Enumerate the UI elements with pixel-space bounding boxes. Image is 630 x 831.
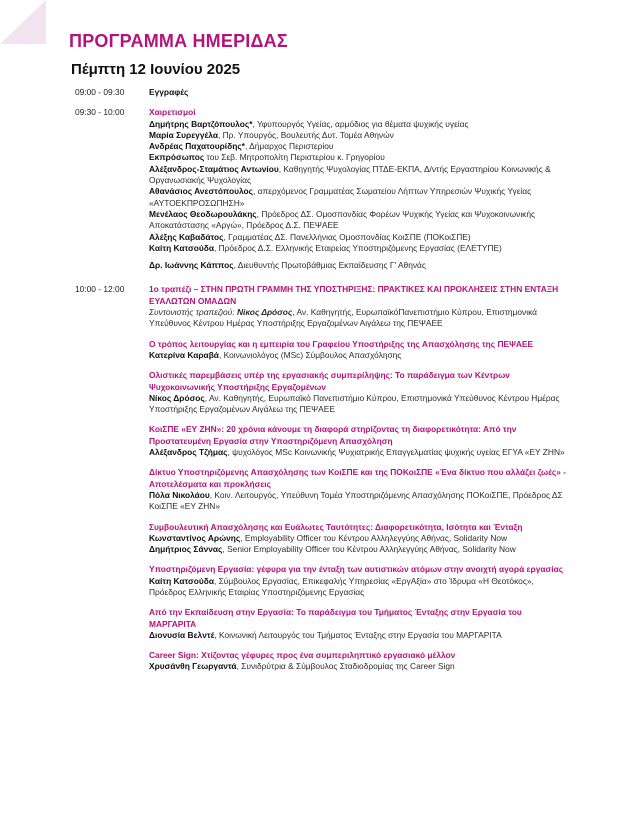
speaker-name: Μενέλαος Θεοδωρουλάκης <box>149 208 257 219</box>
session-content <box>149 284 570 672</box>
schedule-row-greetings <box>75 107 570 271</box>
talk-speaker <box>149 533 570 544</box>
coordinator-role: , Αν. Καθηγητής, ΕυρωπαϊκόΠανεπιστήμιο Κύπρου, Επιστημονικά Υπεύθυνος Κέντρου Ημέρας Υποστήριξης Εργαζομένων Αιγάλεω της ΠΕΨΑΕΕ <box>149 307 538 329</box>
greeting-entry <box>149 186 570 209</box>
talk-title: Από την Εκπαίδευση στην Εργασία: Το παράδειγμα του Τμήματος Ένταξης στην Εργασία του ΜΑΡΓΑΡΙΤΑ <box>149 607 522 629</box>
talk <box>149 424 570 458</box>
speaker-role: , Senior Employability Officer του Κέντρου Αλληλεγγύης Αθήνας, Solidarity Now <box>222 544 516 555</box>
speaker-role: , Καθηγητής Ψυχολογίας ΠΤΔΕ-ΕΚΠΑ, Δ/ντής Εργαστηρίου Κοινωνικής & Οργανωσιακής Ψυχολογίας <box>149 163 551 186</box>
speaker-role: του Σεβ. Μητροπολίτη Περιστερίου κ. Γρηγορίου <box>204 152 385 163</box>
session-content <box>149 107 570 271</box>
talk-title: Ο τρόπος λειτουργίας και η εμπειρία του Γραφείου Υποστήριξης της Απασχόλησης της ΠΕΨΑΕΕ <box>149 338 534 349</box>
talk-speaker <box>149 350 570 361</box>
session-label: Εγγραφές <box>149 87 189 97</box>
talk <box>149 650 570 673</box>
talk <box>149 564 570 598</box>
session-title: Χαιρετισμοί <box>149 107 196 118</box>
greeting-entry <box>149 152 570 163</box>
speaker-name: Αλέξανδρος-Σταμάτιος Αντωνίου <box>149 163 279 174</box>
talk-speaker <box>149 576 570 599</box>
talk <box>149 467 570 512</box>
speaker-role: , Γραμματέας ΔΣ. Πανελλήνιας Ομοσπονδίας ΚοιΣΠΕ (ΠΟΚοιΣΠΕ) <box>223 231 471 242</box>
speaker-name: Ανδρέας Παχατουρίδης* <box>149 141 245 152</box>
time-slot: 09:30 - 10:00 <box>75 107 125 118</box>
schedule-row-panel <box>75 284 570 672</box>
speaker-role: , Σύμβουλος Εργασίας, Επικεφαλής Υπηρεσίας «ΕργΑξία» στο Ίδρυμα «Η Θεοτόκος», Πρόεδρος Ελληνικής Εταιρίας Υποστηριζόμενης Εργασίας <box>149 575 534 597</box>
greeting-entry <box>149 141 570 152</box>
greeting-entry <box>149 119 570 130</box>
speaker-role: , Employability Officer του Κέντρου Αλληλεγγύης Αθήνας, Solidarity Now <box>240 532 508 543</box>
talk-speaker <box>149 544 570 555</box>
schedule <box>75 87 570 673</box>
talk-speaker <box>149 630 570 641</box>
panel-coordinator <box>149 307 570 330</box>
speaker-name: Δρ. Ιωάννης Κάππος <box>149 260 234 271</box>
speaker-role: , Διευθυντής Πρωτοβάθμιας Εκπαίδευσης Γ' Αθηνάς <box>233 260 426 271</box>
speaker-name: Εκπρόσωπος <box>149 152 205 163</box>
talk <box>149 370 570 415</box>
speaker-name: Καίτη Κατσούδα <box>149 242 214 253</box>
time-slot: 10:00 - 12:00 <box>75 284 125 295</box>
speaker-name: Κατερίνα Καραβά <box>149 349 219 360</box>
greeting-entry <box>149 260 570 271</box>
greetings-list <box>149 119 570 272</box>
schedule-row-registration <box>75 87 570 98</box>
program-title: ΠΡΟΓΡΑΜΜΑ ΗΜΕΡΙΔΑΣ <box>69 31 288 51</box>
coordinator-label: Συντονιστής τραπεζιού: <box>149 307 235 318</box>
speaker-role: , Κοινωνιολόγος (MSc) Σύμβουλος Απασχόλησης <box>218 349 402 360</box>
greeting-entry <box>149 130 570 141</box>
speaker-name: Αθανάσιος Ανεστόπουλος <box>149 186 253 197</box>
greeting-entry <box>149 232 570 243</box>
event-date: Πέμπτη 12 Ιουνίου 2025 <box>71 61 241 78</box>
greeting-entry <box>149 209 570 232</box>
speaker-role: , Συνιδρύτρια & Σύμβουλος Σταδιοδρομίας της Career Sign <box>236 661 455 672</box>
time-slot: 09:00 - 09:30 <box>75 87 125 97</box>
speaker-name: Χρυσάνθη Γεωργαντά <box>149 661 237 672</box>
talk-title: Υποστηριζόμενη Εργασία: γέφυρα για την ένταξη των αυτιστικών ατόμων στην ανοιχτή αγορά εργασίας <box>149 564 564 575</box>
talk-title: Career Sign: Χτίζοντας γέφυρες προς ένα συμπεριληπτικό εργασιακό μέλλον <box>149 650 456 661</box>
talk <box>149 607 570 641</box>
speaker-name: Κωνσταντίνος Αρώνης <box>149 532 241 543</box>
speaker-name: Καίτη Κατσούδα <box>149 575 214 586</box>
speaker-name: Δημήτριος Σάννας <box>149 544 223 555</box>
speaker-role: , Πρόεδρος Δ.Σ. Ελληνικής Εταιρείας Υποστηριζόμενης Εργασίας (ΕΛΕΤΥΠΕ) <box>213 242 502 253</box>
speaker-name: Δημήτρης Βαρτζόπουλος* <box>149 118 253 129</box>
talk-title: ΚοιΣΠΕ «ΕΥ ΖΗΝ»: 20 χρόνια κάνουμε τη διαφορά στηρίζοντας τη διαφορετικότητα: Από την Προστατευμένη Εργασία στην Υποστηριζόμενη Απασχόληση <box>149 424 517 446</box>
talk-title: Δίκτυο Υποστηριζόμενης Απασχόλησης των ΚοιΣΠΕ και της ΠΟΚοιΣΠΕ «Ένα δίκτυο που αλλάζει ζωές» - Αποτελέσματα και προκλήσεις <box>149 467 567 489</box>
corner-decoration-cut <box>0 0 46 44</box>
talk-title: Συμβουλευτική Απασχόλησης και Ευάλωτες Ταυτότητες: Διαφορετικότητα, Ισότητα και Ένταξη <box>149 521 523 532</box>
speaker-role: , Πρ. Υπουργός, Βουλευτής Δυτ. Τομέα Αθηνών <box>217 129 394 140</box>
speaker-role: , απερχόμενος Γραμματέας Σωματείου Λήπτων Υπηρεσιών Ψυχικής Υγείας «ΑΥΤΟΕΚΠΡΟΣΩΠΗΣΗ» <box>149 186 532 208</box>
talk <box>149 339 570 362</box>
session-content <box>149 87 570 98</box>
speaker-name: Διονυσία Βελντέ <box>149 629 215 640</box>
speaker-name: Πόλα Νικολάου <box>149 489 210 500</box>
speaker-role: , Κοιν. Λειτουργός, Υπεύθυνη Τομέα Υποστηριζόμενης Απασχόλησης ΠΟΚοιΣΠΕ, Πρόεδρος ΔΣ ΚοιΣΠΕ «ΕΥ ΖΗΝ» <box>149 489 563 512</box>
speaker-name: Αλέξης Καβαδάτος <box>149 231 224 242</box>
panel-title: 1ο τραπέζι – ΣΤΗΝ ΠΡΩΤΗ ΓΡΑΜΜΗ ΤΗΣ ΥΠΟΣΤΗΡΙΞΗΣ: ΠΡΑΚΤΙΚΕΣ ΚΑΙ ΠΡΟΚΛΗΣΕΙΣ ΣΤΗΝ ΕΝΤΑΞΗ ΕΥΑΛΩΤΩΝ ΟΜΑΔΩΝ <box>149 284 559 306</box>
speaker-role: , ψυχολόγος MSc Κοινωνικής Ψυχιατρικής Επαγγελματίας ψυχικής υγείας ΕΓΥΑ «ΕΥ ΖΗΝ» <box>227 447 565 458</box>
speaker-role: , Δήμαρχος Περιστερίου <box>244 141 334 152</box>
talk <box>149 522 570 556</box>
talk-speaker <box>149 490 570 513</box>
speaker-name: Αλέξανδρος Τζήμας <box>149 447 228 458</box>
talk-title: Ολιστικές παρεμβάσεις υπέρ της εργασιακής συμπερίληψης: Το παράδειγμα των Κέντρων Ψυχοκοινωνικής Υποστήριξης Εργαζομένων <box>149 370 510 392</box>
greeting-entry <box>149 243 570 254</box>
speaker-role: , Πρόεδρος ΔΣ. Ομοσπονδίας Φορέων Ψυχικής Υγείας και Ψυχοκοινωνικής Αποκατάστασης «Αργώ», Πρόεδρος Δ.Σ. ΠΕΨΑΕΕ <box>149 208 536 231</box>
talk-speaker <box>149 447 570 458</box>
talk-speaker <box>149 393 570 416</box>
speaker-name: Νίκος Δρόσος <box>149 392 205 403</box>
speaker-role: , Αν. Καθηγητής, Ευρωπαϊκό Πανεπιστήμιο Κύπρου, Επιστημονικά Υπεύθυνος Κέντρου Ημέρας Υποστήριξης Εργαζομένων Αιγάλεω της ΠΕΨΑΕΕ <box>149 392 560 415</box>
speaker-name: Μαρία Συρεγγέλα <box>149 129 218 140</box>
coordinator-name: Νίκος Δρόσος <box>236 307 293 318</box>
speaker-role: , Κοινωνική Λειτουργός του Τμήματος Ένταξης στην Εργασία του ΜΑΡΓΑΡΙΤΑ <box>214 629 502 640</box>
speaker-role: , Υφυπουργός Υγείας, αρμόδιος για θέματα ψυχικής υγείας <box>252 118 469 129</box>
greeting-entry <box>149 164 570 187</box>
talk-speaker <box>149 661 570 672</box>
